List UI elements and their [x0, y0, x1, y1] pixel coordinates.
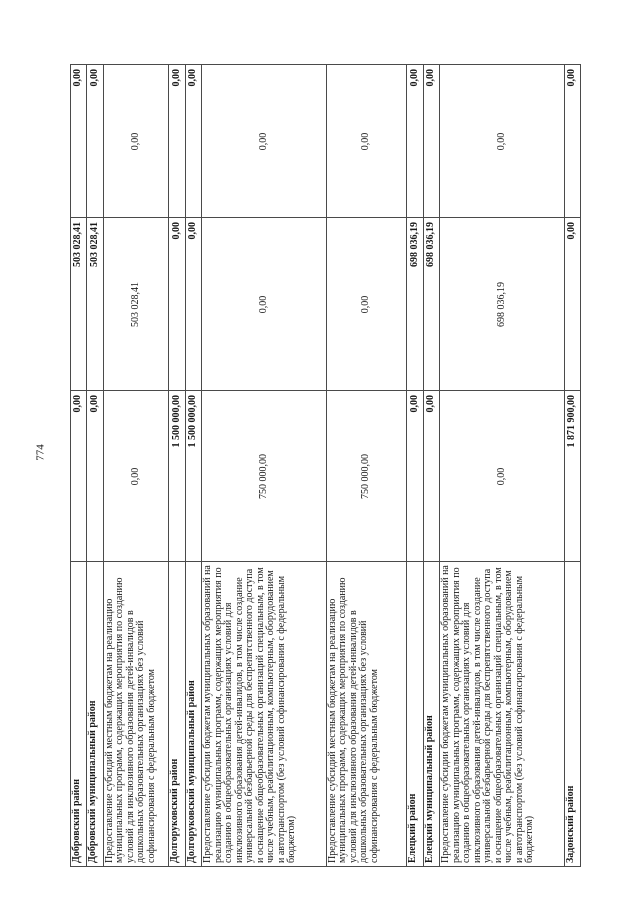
row-name-cell: Предоставление субсидии бюджетам муниципальных образований на реализацию муниципальных программ, содержащих мероприятия по созданию в общеобразовательных организациях условий для инклюзивного образования детей-инвалидов, в том числе создание универсальной безбарьерной среды для беспрепятственного доступа и оснащение общеобразовательных организаций специальным, в том числе учебным, реабилитационным, компьютерным, оборудованием и автотранспортом (без условий софинансирования с федеральным бюджетом): [440, 562, 564, 867]
row-value-1-cell: 1 871 900,00: [564, 391, 581, 562]
row-value-1-cell: 1 500 000,00: [185, 391, 201, 562]
table-row: [103, 65, 169, 867]
row-value-1-cell: 0,00: [423, 391, 439, 562]
row-value-3-cell: 0,00: [407, 65, 423, 218]
row-value-2-cell: 503 028,41: [87, 218, 103, 391]
table-row: [185, 65, 201, 867]
row-name-cell: Предоставление субсидии бюджетам муниципальных образований на реализацию муниципальных программ, содержащих мероприятия по созданию в общеобразовательных организациях условий для инклюзивного образования детей-инвалидов, в том числе создание универсальной безбарьерной среды для беспрепятственного доступа и оснащение общеобразовательных организаций специальным, в том числе учебным, реабилитационным, компьютерным, оборудованием и автотранспортом (без условий софинансирования с федеральным бюджетом): [202, 562, 326, 867]
row-value-2-cell: 0,00: [564, 218, 581, 391]
table-row: [423, 65, 439, 867]
row-value-1-cell: 0,00: [407, 391, 423, 562]
row-name-cell: Елецкий муниципальный район: [423, 562, 439, 867]
row-name-cell: Долгоруковский район: [169, 562, 185, 867]
row-value-1-cell: 750 000,00: [326, 391, 407, 562]
table-row: [169, 65, 185, 867]
row-name-cell: Предоставление субсидий местным бюджетам на реализацию муниципальных программ, содержащих мероприятия по созданию условий для инклюзивного образования детей-инвалидов в дошкольных образовательных организациях без условий софинансирования с федеральным бюджетом: [103, 562, 169, 867]
table-body: [71, 65, 581, 867]
row-value-1-cell: 1 500 000,00: [169, 391, 185, 562]
row-name-cell: Добровский район: [71, 562, 87, 867]
row-value-1-cell: 0,00: [71, 391, 87, 562]
row-value-3-cell: 0,00: [440, 65, 564, 218]
row-value-2-cell: 0,00: [169, 218, 185, 391]
row-value-1-cell: 0,00: [103, 391, 169, 562]
row-name-cell: Елецкий район: [407, 562, 423, 867]
rotated-table-container: [70, 65, 581, 867]
row-name-cell: Предоставление субсидий местным бюджетам на реализацию муниципальных программ, содержащих мероприятия по созданию условий для инклюзивного образования детей-инвалидов в дошкольных образовательных организациях без условий софинансирования с федеральным бюджетом: [326, 562, 407, 867]
row-value-3-cell: 0,00: [423, 65, 439, 218]
table-row: [326, 65, 407, 867]
budget-table: [70, 64, 581, 867]
table-row: [440, 65, 564, 867]
row-value-3-cell: 0,00: [185, 65, 201, 218]
row-value-1-cell: 0,00: [440, 391, 564, 562]
row-value-3-cell: 0,00: [202, 65, 326, 218]
table-row: [87, 65, 103, 867]
row-value-2-cell: 698 036,19: [407, 218, 423, 391]
table-row: [564, 65, 581, 867]
row-value-2-cell: 503 028,41: [71, 218, 87, 391]
row-value-3-cell: 0,00: [71, 65, 87, 218]
table-row: [71, 65, 87, 867]
row-value-1-cell: 0,00: [87, 391, 103, 562]
row-value-1-cell: 750 000,00: [202, 391, 326, 562]
page-number: 774: [34, 444, 47, 461]
row-value-3-cell: 0,00: [326, 65, 407, 218]
row-value-3-cell: 0,00: [87, 65, 103, 218]
row-name-cell: Долгоруковский муниципальный район: [185, 562, 201, 867]
row-value-3-cell: 0,00: [103, 65, 169, 218]
row-name-cell: Задонский район: [564, 562, 581, 867]
table-row: [407, 65, 423, 867]
table-row: [202, 65, 326, 867]
row-value-2-cell: 0,00: [202, 218, 326, 391]
row-value-2-cell: 503 028,41: [103, 218, 169, 391]
row-name-cell: Добровский муниципальный район: [87, 562, 103, 867]
row-value-2-cell: 0,00: [185, 218, 201, 391]
row-value-2-cell: 698 036,19: [423, 218, 439, 391]
row-value-2-cell: 698 036,19: [440, 218, 564, 391]
row-value-3-cell: 0,00: [169, 65, 185, 218]
row-value-3-cell: 0,00: [564, 65, 581, 218]
row-value-2-cell: 0,00: [326, 218, 407, 391]
